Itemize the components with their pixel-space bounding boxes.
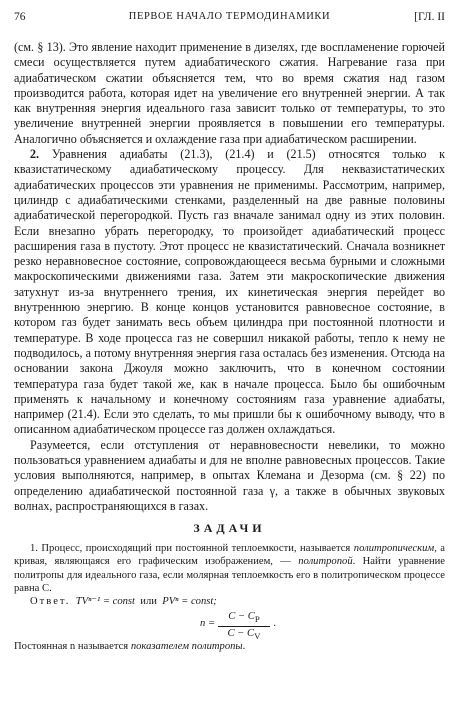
answer-line bbox=[14, 595, 445, 608]
page-header bbox=[14, 8, 445, 26]
book-page bbox=[14, 8, 445, 653]
answer-label: Ответ. bbox=[30, 596, 71, 608]
denominator-text: C − C bbox=[227, 628, 255, 640]
fraction-denominator bbox=[218, 627, 270, 643]
paragraph-1: (см. § 13). Это явление находит применение в дизелях, где воспламенение горючей смеси осуществляется путем адиабатического сжатия. Нагревание газа при адиабатическом сжатии объясняется тем, что во время сжатия над газом производится работа, которая идет на увеличение его внутренней энергии. А так как внутренняя энергия идеального газа зависит только от температуры, то это увеличение внутренней энергии проявляется в повышении его температуры. Аналогично объясняется и охлаждение газа при адиабатическом расширении. bbox=[14, 40, 445, 146]
paragraph-3: Разумеется, если отступления от неравновесности невелики, то можно пользоваться уравнением адиабаты и для не вполне равновесных процессов. Такие условия выполняются, например, в опытах Клемана и Дезорма (см. § 22) по определению адиабатической постоянной газа γ, а также в обычных звуковых волнах, распространяющихся в газах. bbox=[14, 437, 445, 513]
running-title: ПЕРВОЕ НАЧАЛО ТЕРМОДИНАМИКИ bbox=[128, 11, 331, 22]
answer-or: или bbox=[140, 596, 157, 608]
term-politropic: политропическим bbox=[353, 543, 435, 555]
n-formula bbox=[200, 610, 445, 640]
item-number: 2. bbox=[30, 147, 40, 162]
problem-1 bbox=[14, 542, 445, 595]
answer-equation-2: PVⁿ = const; bbox=[162, 596, 217, 608]
numerator-sub: P bbox=[254, 614, 260, 625]
formula-lhs: n = bbox=[200, 618, 216, 630]
main-text bbox=[14, 40, 445, 514]
page-number: 76 bbox=[14, 11, 26, 23]
fraction bbox=[218, 610, 276, 643]
formula-period: . bbox=[273, 618, 276, 630]
numerator-text: C − C bbox=[228, 611, 255, 623]
closing-text: . bbox=[242, 641, 246, 653]
term-index: показателем политропы bbox=[130, 641, 243, 653]
problems-heading: ЗАДАЧИ bbox=[193, 521, 266, 536]
problem-text: , а кривая, являющаяся его графическим изображением, — bbox=[14, 543, 445, 568]
problems-section bbox=[14, 542, 445, 653]
answer-equation-1: TVⁿ⁻¹ = const bbox=[75, 596, 135, 608]
term-politropa: политропой bbox=[298, 556, 353, 568]
problem-text: . Найти уравнение политропы для идеального газа, если молярная теплоемкость его в политропическом процессе равна C. bbox=[14, 556, 445, 594]
chapter-label: [ГЛ. II bbox=[414, 11, 445, 23]
denominator-sub: V bbox=[254, 631, 261, 642]
paragraph-2 bbox=[14, 147, 445, 438]
problem-text: 1. Процесс, происходящий при постоянной теплоемкости, называется bbox=[30, 543, 354, 555]
paragraph-2-text: Уравнения адиабаты (21.3), (21.4) и (21.5) относятся только к квазистатическому адиабатическому процессу. Для неквазистатических адиабатических процессов эти уравнения не применимы. Рассмотрим, например, цилиндр с адиабатическими стенками, разделенный на две равные половины адиабатической перегородкой. Пусть газ вначале занимал одну из этих половин. Если внезапно убрать перегородку, то произойдет адиабатический процесс расширения газа в пустоту. Этот процесс не квазистатический. Сначала возникнет резко неравновесное состояние, сопровождающееся весьма бурными и сложными макроскопическими движениями газа. Затем эти макроскопические движения затухнут из-за внутреннего трения, их кинетическая энергия перейдет во внутреннюю энергию. В конце концов установится равновесное состояние, в котором газ будет занимать весь объем цилиндра при постоянной плотности и температуре. В ходе процесса газ не совершил никакой работы, тепло к нему не подводилось, а потому внутренняя энергия газа осталась без изменения. Отсюда на основании закона Джоуля можно заключить, что в конечном состоянии температура газа будет такой же, как в начале процесса. Было бы ошибочным применять к начальному и конечному состояниям газа уравнение адиабаты, например (21.4). Если это сделать, то мы пришли бы к ошибочному выводу, что в описанном адиабатическом процессе газ должен охлаждаться. bbox=[14, 147, 445, 437]
fraction-numerator bbox=[218, 610, 270, 627]
closing-text: Постоянная n называется bbox=[14, 641, 131, 653]
